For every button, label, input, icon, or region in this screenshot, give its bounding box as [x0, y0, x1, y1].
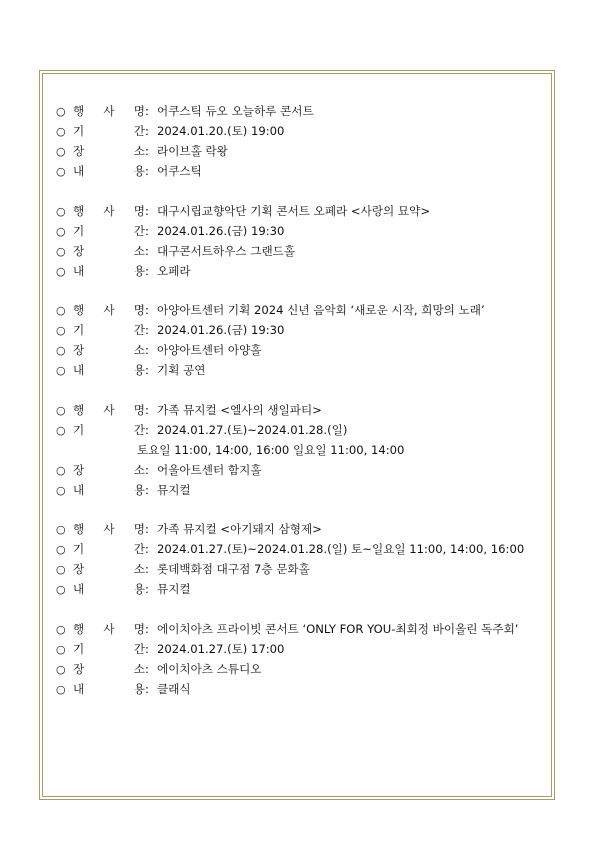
bullet-icon: ○	[56, 682, 66, 696]
label-char: 행	[73, 203, 85, 218]
bullet-icon: ○	[56, 344, 66, 357]
label-char: 장	[73, 343, 85, 357]
separator: :	[145, 621, 149, 636]
separator: :	[145, 542, 149, 556]
bullet-icon: ○	[56, 563, 66, 576]
field-label	[73, 460, 145, 480]
field-label	[73, 360, 145, 380]
label-char: 소	[133, 343, 145, 357]
event-item	[56, 201, 546, 281]
separator: :	[145, 243, 149, 258]
event-name: 가족 뮤지컬 <엘사의 생일파티>	[157, 402, 322, 417]
event-name: 아양아트센터 기획 2024 신년 음악회 ‘새로운 시작, 희망의 노래’	[157, 303, 485, 317]
field-label	[73, 679, 145, 699]
label-char: 내	[73, 482, 85, 497]
label-char: 간	[133, 542, 145, 556]
event-name: 대구시립교향악단 기획 콘서트 오페라 <사랑의 묘약>	[157, 203, 431, 218]
bullet-icon: ○	[56, 423, 66, 437]
event-place-row	[56, 241, 546, 261]
label-char: 간	[133, 641, 145, 656]
event-place: 어울아트센터 함지홀	[157, 462, 262, 477]
event-place: 아양아트센터 아양홀	[157, 343, 262, 357]
event-period-row	[56, 221, 546, 241]
label-char: 행	[73, 522, 85, 536]
event-list	[56, 101, 546, 718]
field-label	[73, 619, 145, 639]
event-name-row	[56, 519, 546, 539]
event-item	[56, 619, 546, 699]
label-char: 행	[73, 402, 85, 417]
label-char: 내	[73, 582, 85, 596]
separator: :	[145, 582, 149, 596]
label-char: 명	[133, 522, 145, 536]
event-name: 어쿠스틱 듀오 오늘하루 콘서트	[157, 104, 314, 118]
field-label	[73, 659, 145, 679]
event-place-row	[56, 460, 546, 480]
label-char: 소	[133, 562, 145, 576]
label-char: 내	[73, 164, 85, 178]
separator: :	[145, 462, 149, 477]
event-place: 에이치아츠 스튜디오	[157, 661, 262, 676]
event-item	[56, 101, 546, 181]
label-char: 장	[73, 462, 85, 477]
bullet-icon: ○	[56, 125, 66, 138]
event-content: 뮤지컬	[157, 482, 191, 497]
separator: :	[145, 482, 149, 497]
label-char: 행	[73, 621, 85, 636]
label-char: 소	[133, 144, 145, 158]
event-content-row	[56, 679, 546, 699]
event-place-row	[56, 559, 546, 579]
field-label	[73, 400, 145, 420]
event-period-row	[56, 539, 546, 559]
label-char: 사	[103, 104, 115, 118]
label-char: 용	[133, 363, 145, 377]
bullet-icon: ○	[56, 145, 66, 158]
event-period: 2024.01.27.(토)~2024.01.28.(일)	[157, 422, 348, 437]
separator: :	[145, 343, 149, 357]
field-label	[73, 201, 145, 221]
field-label	[73, 141, 145, 161]
label-char: 용	[133, 482, 145, 497]
field-label	[73, 320, 145, 340]
bullet-icon: ○	[56, 244, 66, 258]
field-label	[73, 340, 145, 360]
label-char: 명	[133, 203, 145, 218]
bullet-icon: ○	[56, 264, 66, 278]
field-label	[73, 300, 145, 320]
bullet-icon: ○	[56, 483, 66, 497]
separator: :	[145, 363, 149, 377]
event-period-row	[56, 420, 546, 440]
field-label	[73, 261, 145, 281]
field-label	[73, 221, 145, 241]
event-content: 클래식	[157, 681, 191, 696]
separator: :	[145, 144, 149, 158]
event-period-detail: 토요일 11:00, 14:00, 16:00 일요일 11:00, 14:00	[137, 442, 405, 457]
label-char: 간	[133, 223, 145, 238]
event-name-row	[56, 201, 546, 221]
bullet-icon: ○	[56, 463, 66, 477]
event-period-row	[56, 320, 546, 340]
event-content: 뮤지컬	[157, 582, 191, 596]
event-content-row	[56, 480, 546, 500]
separator: :	[145, 303, 149, 317]
bullet-icon: ○	[56, 543, 66, 556]
label-char: 내	[73, 363, 85, 377]
event-period: 2024.01.26.(금) 19:30	[157, 323, 285, 337]
label-char: 기	[73, 323, 85, 337]
bullet-icon: ○	[56, 105, 66, 118]
label-char: 명	[133, 402, 145, 417]
event-place: 대구콘서트하우스 그랜드홀	[157, 243, 296, 258]
event-place-row	[56, 340, 546, 360]
label-char: 간	[133, 422, 145, 437]
event-item	[56, 519, 546, 599]
event-content-row	[56, 579, 546, 599]
label-char: 용	[133, 681, 145, 696]
label-char: 기	[73, 641, 85, 656]
event-period: 2024.01.27.(토) 17:00	[157, 641, 285, 656]
field-label	[73, 161, 145, 181]
event-period-continued-row	[56, 440, 546, 460]
label-char: 내	[73, 263, 85, 278]
label-char: 내	[73, 681, 85, 696]
label-char: 사	[103, 402, 115, 417]
event-content-row	[56, 360, 546, 380]
field-label	[73, 101, 145, 121]
event-place: 라이브홀 락왕	[157, 144, 228, 158]
event-place: 롯데백화점 대구점 7층 문화홀	[157, 562, 310, 576]
label-char: 기	[73, 124, 85, 138]
event-content: 오페라	[157, 263, 191, 278]
event-place-row	[56, 659, 546, 679]
label-char: 용	[133, 164, 145, 178]
event-item	[56, 400, 546, 500]
event-name: 에이치아츠 프라이빗 콘서트 ‘ONLY FOR YOU-최회정 바이올린 독주회’	[157, 621, 519, 636]
event-name-row	[56, 400, 546, 420]
label-char: 소	[133, 661, 145, 676]
label-char: 기	[73, 542, 85, 556]
label-char: 소	[133, 462, 145, 477]
event-content: 어쿠스틱	[157, 164, 202, 178]
field-label	[73, 241, 145, 261]
label-char: 용	[133, 263, 145, 278]
label-char: 소	[133, 243, 145, 258]
event-period: 2024.01.27.(토)~2024.01.28.(일) 토~일요일 11:00, 14:00, 16:00	[157, 542, 525, 556]
separator: :	[145, 422, 149, 437]
label-char: 간	[133, 323, 145, 337]
event-place-row	[56, 141, 546, 161]
label-char: 간	[133, 124, 145, 138]
event-period: 2024.01.26.(금) 19:30	[157, 223, 285, 238]
bullet-icon: ○	[56, 523, 66, 536]
event-name: 가족 뮤지컬 <아기돼지 삼형제>	[157, 522, 322, 536]
field-label	[73, 480, 145, 500]
event-period-row	[56, 121, 546, 141]
bullet-icon: ○	[56, 662, 66, 676]
event-period-row	[56, 639, 546, 659]
label-char: 기	[73, 422, 85, 437]
label-char: 용	[133, 582, 145, 596]
separator: :	[145, 661, 149, 676]
separator: :	[145, 641, 149, 656]
label-char: 명	[133, 621, 145, 636]
label-char: 장	[73, 562, 85, 576]
bullet-icon: ○	[56, 204, 66, 218]
event-item	[56, 300, 546, 380]
separator: :	[145, 203, 149, 218]
event-name-row	[56, 619, 546, 639]
field-label	[73, 559, 145, 579]
field-label	[73, 639, 145, 659]
label-char: 행	[73, 303, 85, 317]
label-char: 사	[103, 621, 115, 636]
field-label	[73, 539, 145, 559]
label-char: 장	[73, 144, 85, 158]
event-name-row	[56, 101, 546, 121]
separator: :	[145, 323, 149, 337]
label-char: 장	[73, 661, 85, 676]
separator: :	[145, 522, 149, 536]
bullet-icon: ○	[56, 583, 66, 596]
label-char: 명	[133, 104, 145, 118]
event-name-row	[56, 300, 546, 320]
label-char: 명	[133, 303, 145, 317]
field-label	[73, 420, 145, 440]
separator: :	[145, 104, 149, 118]
bullet-icon: ○	[56, 224, 66, 238]
event-content-row	[56, 161, 546, 181]
separator: :	[145, 681, 149, 696]
label-char: 사	[103, 522, 115, 536]
label-char: 장	[73, 243, 85, 258]
bullet-icon: ○	[56, 622, 66, 636]
separator: :	[145, 402, 149, 417]
separator: :	[145, 263, 149, 278]
event-content: 기획 공연	[157, 363, 206, 377]
separator: :	[145, 562, 149, 576]
bullet-icon: ○	[56, 642, 66, 656]
separator: :	[145, 223, 149, 238]
bullet-icon: ○	[56, 403, 66, 417]
label-char: 사	[103, 203, 115, 218]
label-char: 사	[103, 303, 115, 317]
separator: :	[145, 124, 149, 138]
bullet-icon: ○	[56, 364, 66, 377]
bullet-icon: ○	[56, 324, 66, 337]
separator: :	[145, 164, 149, 178]
event-period: 2024.01.20.(토) 19:00	[157, 124, 285, 138]
label-char: 행	[73, 104, 85, 118]
field-label	[73, 121, 145, 141]
field-label	[73, 519, 145, 539]
bullet-icon: ○	[56, 304, 66, 317]
label-char: 기	[73, 223, 85, 238]
event-content-row	[56, 261, 546, 281]
bullet-icon: ○	[56, 165, 66, 178]
field-label	[73, 579, 145, 599]
